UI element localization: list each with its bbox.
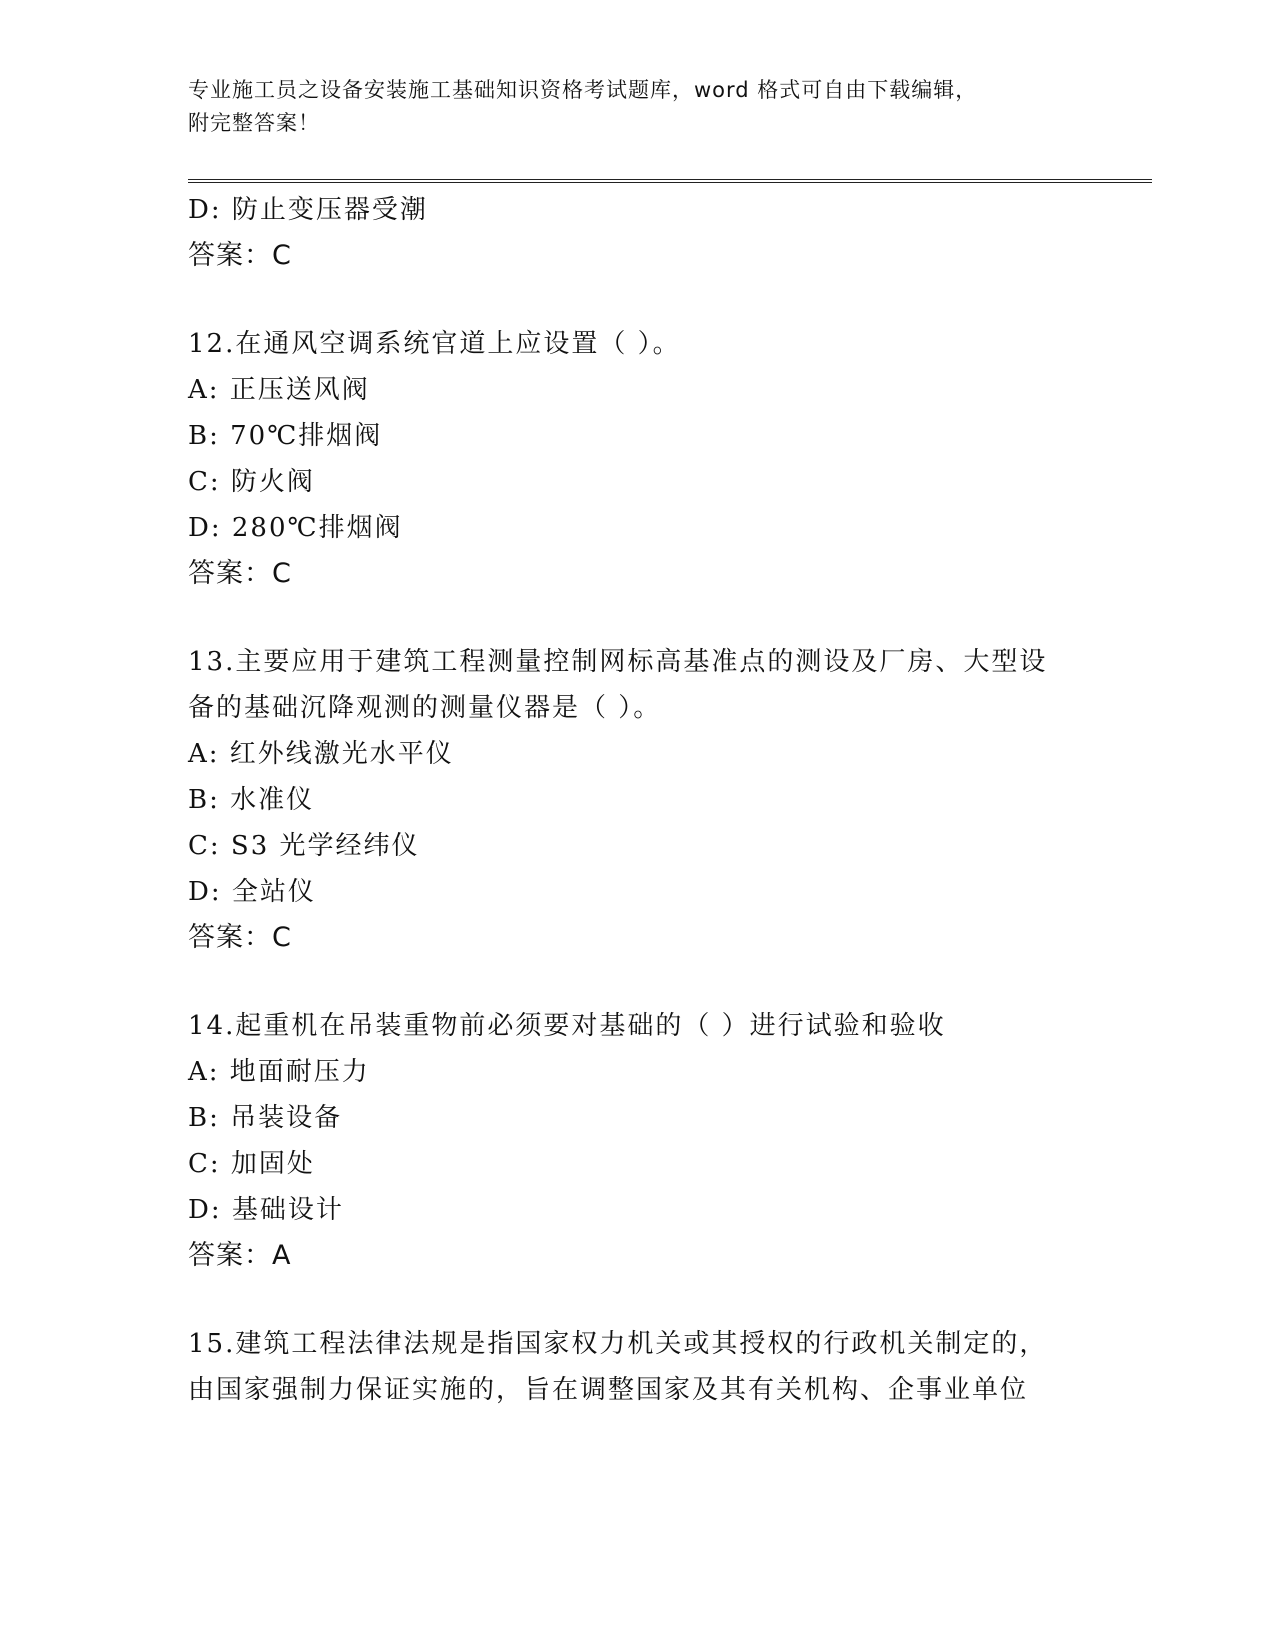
question-stem: 14.起重机在吊装重物前必须要对基础的（ ）进行试验和验收 — [188, 1011, 946, 1041]
spacer — [188, 597, 1088, 639]
question-list — [188, 187, 1088, 1413]
option-d: D: 280℃排烟阀 — [188, 513, 403, 543]
answer: 答案：A — [188, 1240, 292, 1271]
question-stem-line-2: 由国家强制力保证实施的，旨在调整国家及其有关机构、企事业单位 — [188, 1375, 1029, 1405]
answer: 答案：C — [188, 558, 292, 589]
question-stem: 12.在通风空调系统官道上应设置（ ）。 — [188, 329, 681, 359]
question-stem-line-2: 备的基础沉降观测的测量仪器是（ ）。 — [188, 693, 662, 723]
option-a: A: 红外线激光水平仪 — [188, 739, 454, 769]
option-a: A: 地面耐压力 — [188, 1057, 370, 1087]
option-b: B: 吊装设备 — [188, 1103, 343, 1133]
spacer — [188, 279, 1088, 321]
question-14 — [188, 1003, 1088, 1279]
question-15 — [188, 1321, 1088, 1413]
option-b: B: 水准仪 — [188, 785, 315, 815]
option-b: B: 70℃排烟阀 — [188, 421, 383, 451]
option-c: C: 加固处 — [188, 1149, 315, 1179]
header-divider — [188, 179, 1152, 183]
answer: 答案：C — [188, 240, 292, 271]
question-13 — [188, 639, 1088, 961]
question-11-tail — [188, 187, 1088, 279]
option-d: D: 全站仪 — [188, 877, 316, 907]
answer: 答案：C — [188, 922, 292, 953]
header-line-2: 附完整答案！ — [188, 111, 320, 135]
question-12 — [188, 321, 1088, 597]
spacer — [188, 1279, 1088, 1321]
option-d: D: 防止变压器受潮 — [188, 195, 428, 225]
spacer — [188, 961, 1088, 1003]
document-header — [188, 74, 1088, 140]
option-a: A: 正压送风阀 — [188, 375, 370, 405]
option-c: C: 防火阀 — [188, 467, 315, 497]
option-c: C: S3 光学经纬仪 — [188, 831, 420, 861]
header-line-1: 专业施工员之设备安装施工基础知识资格考试题库，word 格式可自由下载编辑， — [188, 78, 978, 102]
question-stem-line-1: 13.主要应用于建筑工程测量控制网标高基准点的测设及厂房、大型设 — [188, 647, 1048, 677]
question-stem-line-1: 15.建筑工程法律法规是指国家权力机关或其授权的行政机关制定的， — [188, 1329, 1048, 1359]
option-d: D: 基础设计 — [188, 1195, 344, 1225]
